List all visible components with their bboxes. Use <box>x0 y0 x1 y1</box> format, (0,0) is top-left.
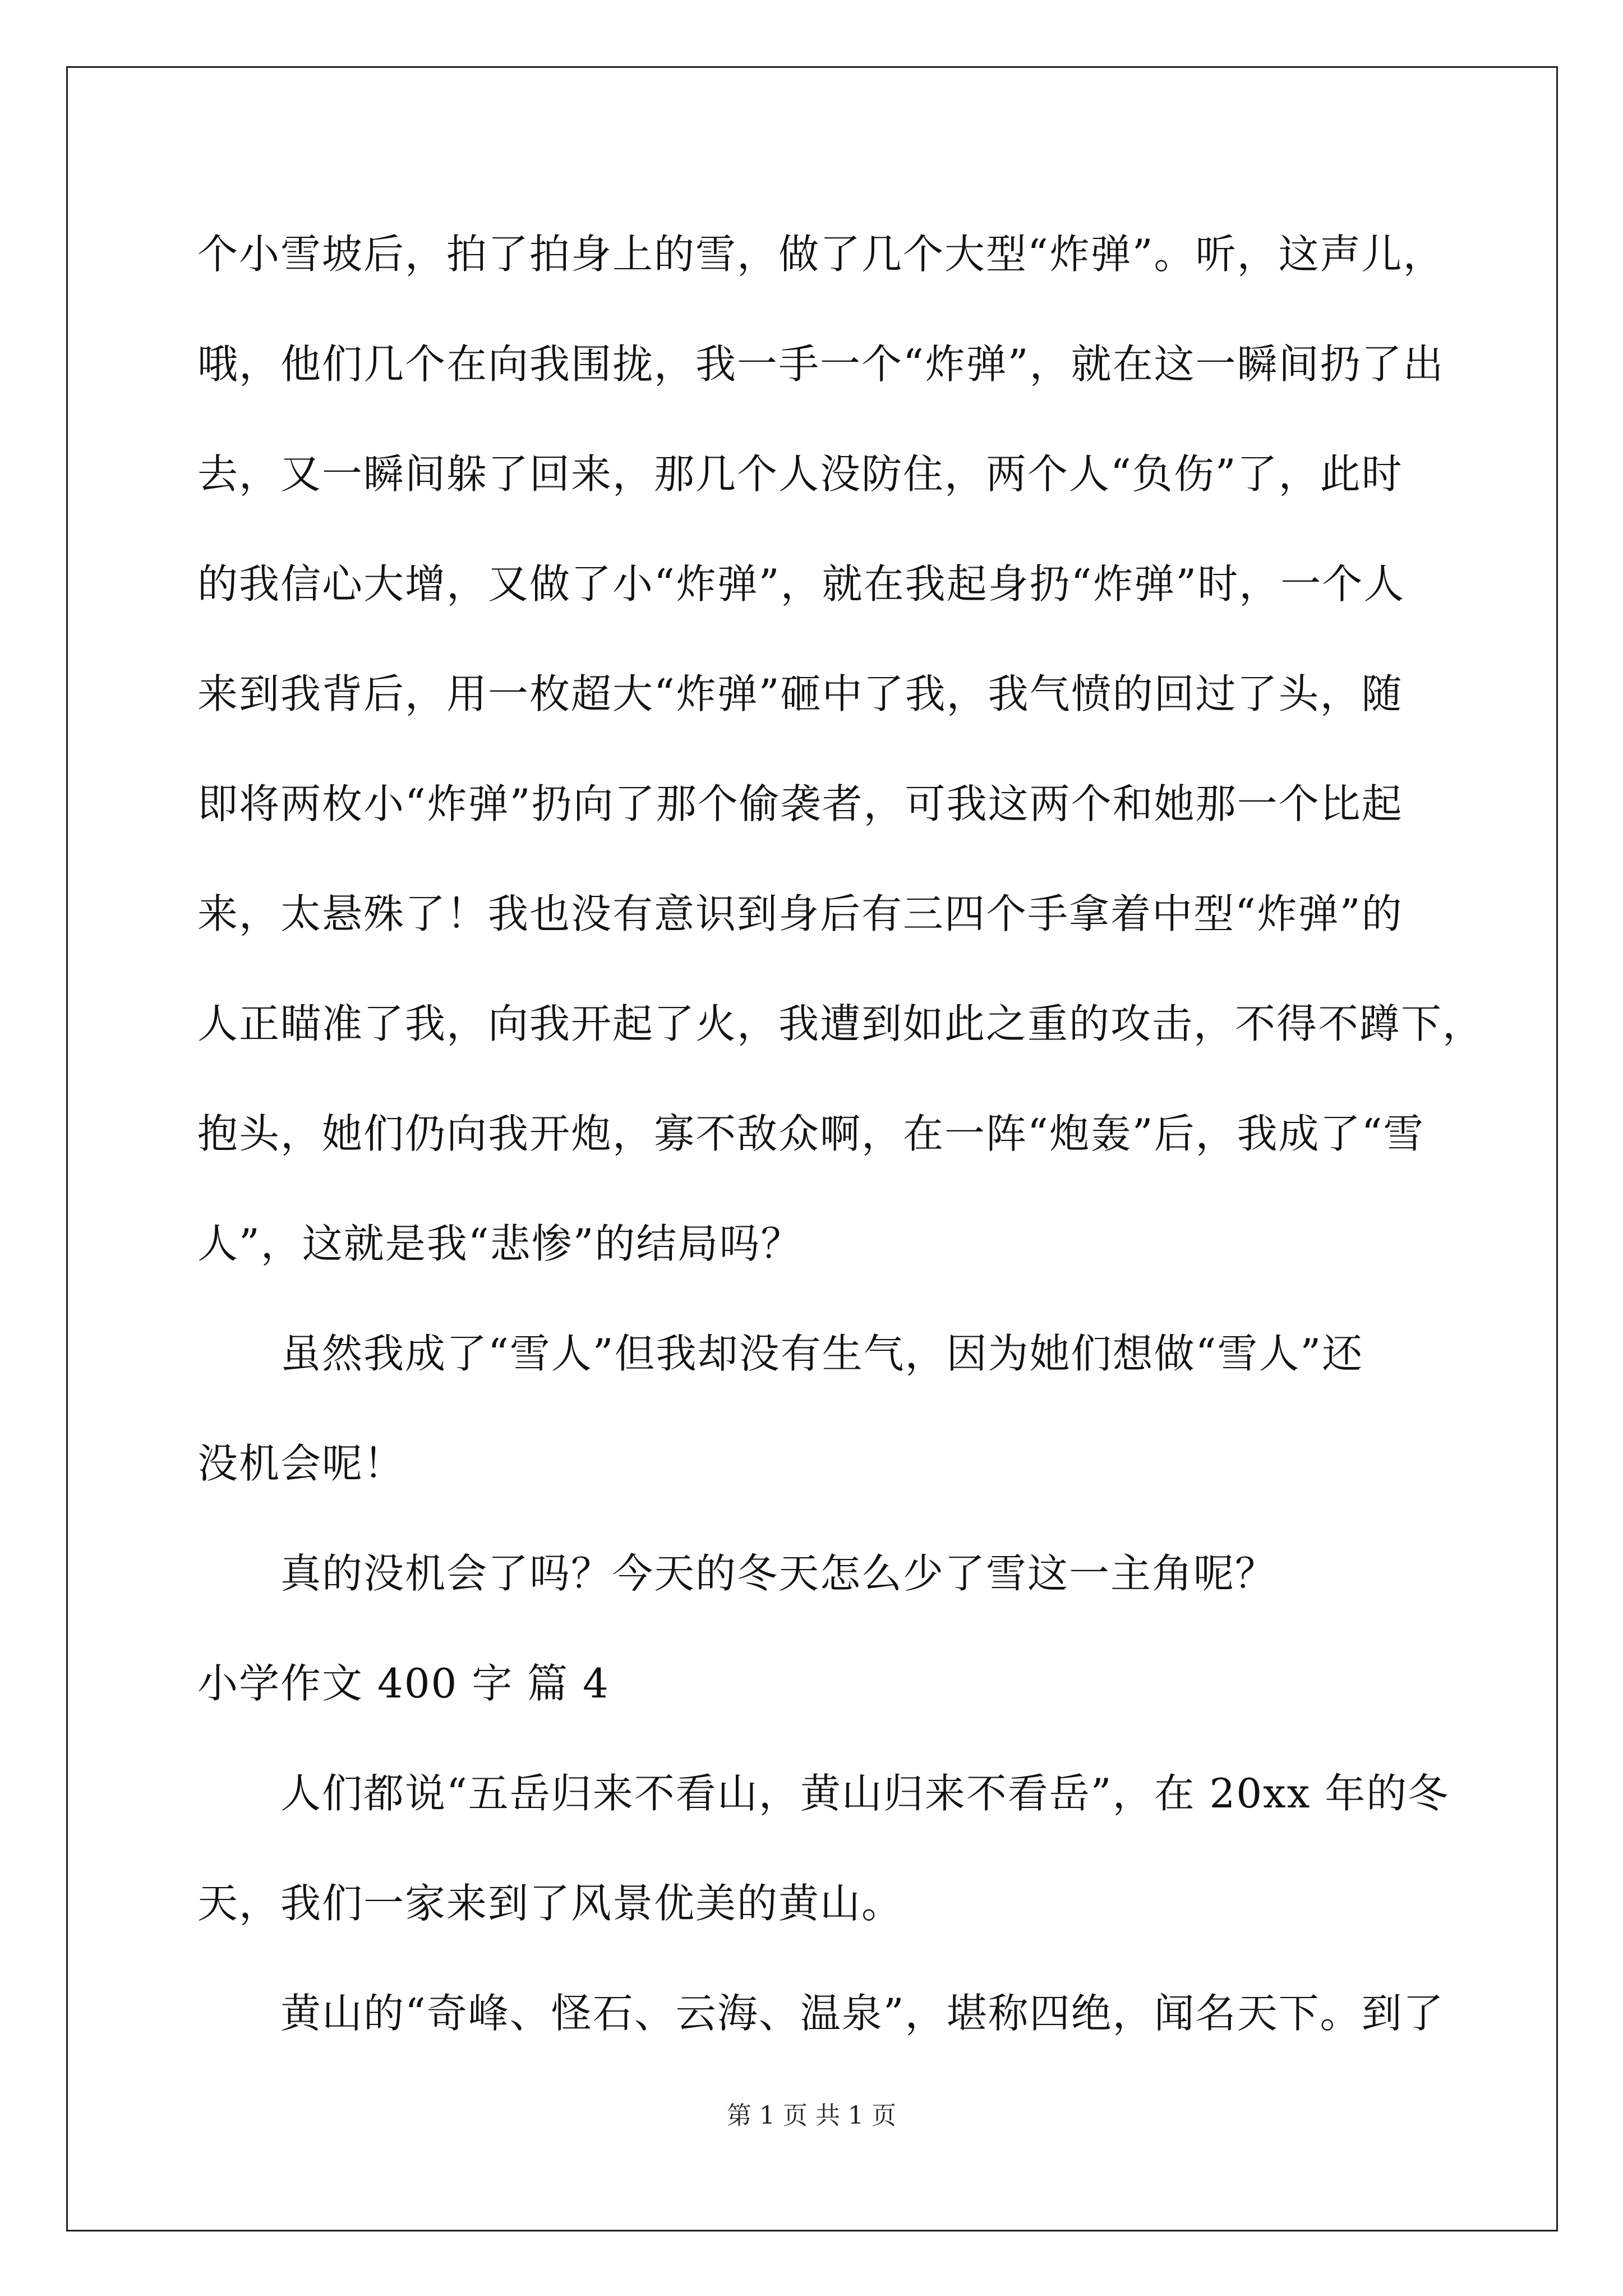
text-line-6: 即将两枚小“炸弹”扔向了那个偷袭者，可我这两个和她那一个比起 <box>197 780 1403 827</box>
text-line-1: 个小雪坡后，拍了拍身上的雪，做了几个大型“炸弹”。听，这声儿， <box>197 231 1445 278</box>
page-footer: 第 1 页 共 1 页 <box>727 2101 896 2130</box>
text-line-17: 黄山的“奇峰、怪石、云海、温泉”，堪称四绝，闻名天下。到了 <box>280 1990 1445 2037</box>
text-line-2: 哦，他们几个在向我围拢，我一手一个“炸弹”，就在这一瞬间扔了出 <box>197 341 1445 388</box>
text-line-16: 天，我们一家来到了风景优美的黄山。 <box>197 1880 903 1927</box>
text-line-10: 人”，这就是我“悲惨”的结局吗？ <box>197 1220 803 1267</box>
text-line-5: 来到我背后，用一枚超大“炸弹”砸中了我，我气愤的回过了头，随 <box>197 670 1403 717</box>
text-line-7: 来，太悬殊了！我也没有意识到身后有三四个手拿着中型“炸弹”的 <box>197 890 1403 937</box>
text-line-8: 人正瞄准了我，向我开起了火，我遭到如此之重的攻击，不得不蹲下， <box>197 1000 1484 1047</box>
text-line-3: 去，又一瞬间躲了回来，那几个人没防住，两个人“负伤”了，此时 <box>197 450 1403 498</box>
text-line-12: 没机会呢！ <box>197 1440 405 1487</box>
document-body <box>197 212 1484 2081</box>
text-line-4: 的我信心大增，又做了小“炸弹”，就在我起身扔“炸弹”时，一个人 <box>197 560 1405 608</box>
text-line-13: 真的没机会了吗？今天的冬天怎么少了雪这一主角呢？ <box>280 1550 1277 1597</box>
text-line-9: 抱头，她们仍向我开炮，寡不敌众啊，在一阵“炮轰”后，我成了“雪 <box>197 1110 1425 1157</box>
text-line-15: 人们都说“五岳归来不看山，黄山归来不看岳”，在 20xx 年的冬 <box>280 1770 1450 1817</box>
section-heading: 小学作文 400 字 篇 4 <box>197 1660 610 1707</box>
text-line-11: 虽然我成了“雪人”但我却没有生气，因为她们想做“雪人”还 <box>280 1330 1364 1377</box>
